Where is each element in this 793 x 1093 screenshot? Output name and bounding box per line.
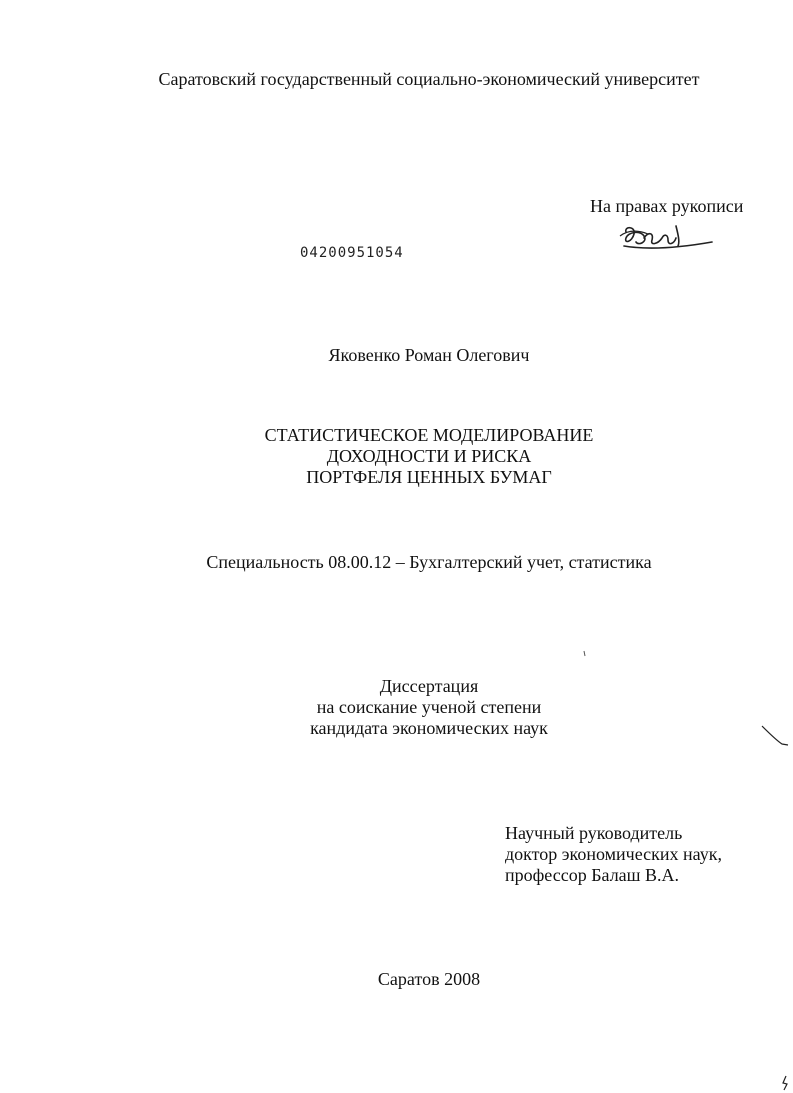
university-name: Саратовский государственный социально-экономический университет [158,69,700,89]
dissertation-heading: Диссертация [379,676,479,696]
author-name: Яковенко Роман Олегович [328,345,530,365]
dissertation-degree-block [0,676,793,739]
degree-line-2: кандидата экономических наук [310,718,548,738]
degree-line-1: на соискание ученой степени [316,697,542,717]
registration-code: 04200951054 [300,245,404,261]
title-line-2: ДОХОДНОСТИ И РИСКА [326,446,532,466]
handwritten-signature [618,222,714,262]
title-line-3: ПОРТФЕЛЯ ЦЕННЫХ БУМАГ [306,467,552,487]
supervisor-label: Научный руководитель [505,823,683,843]
scan-speck [582,650,588,658]
supervisor-name: профессор Балаш В.А. [505,865,680,885]
manuscript-rights-note: На правах рукописи [590,196,744,216]
city-year: Саратов 2008 [377,969,481,989]
supervisor-degree: доктор экономических наук, [505,844,722,864]
scan-mark [760,724,790,748]
specialty: Специальность 08.00.12 – Бухгалтерский учет, статистика [206,552,652,572]
title-line-1: СТАТИСТИЧЕСКОЕ МОДЕЛИРОВАНИЕ [264,425,594,445]
dissertation-title [0,425,793,488]
supervisor-block [505,823,722,886]
scan-corner-mark [780,1075,790,1091]
